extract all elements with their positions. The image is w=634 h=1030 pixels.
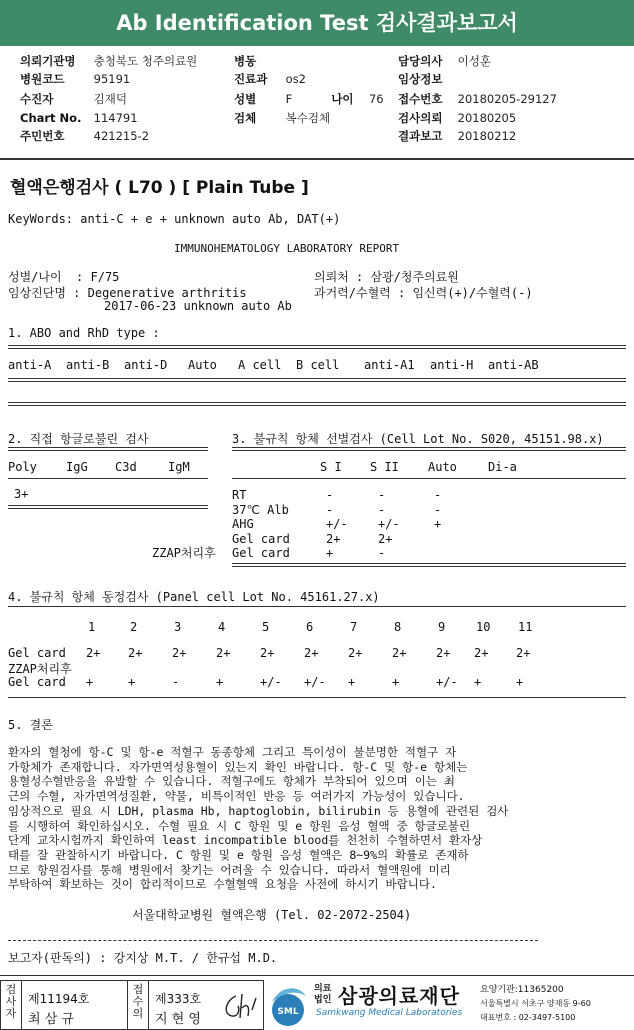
- conclusion-line: 태를 잘 관찰하시기 바랍니다. C 항원 및 e 항원 음성 혈액은 8~9%의 확률로 존재하: [8, 847, 469, 862]
- info-label: 병원코드: [20, 72, 65, 86]
- info-label: 주민번호: [20, 129, 65, 143]
- conclusion-line: 임상적으로 필요 시 LDH, plasma Hb, haptoglobin, bilirubin 등 용혈에 관련된 검사: [8, 803, 509, 818]
- panel-header-cell: 8: [394, 620, 402, 634]
- panel-row2-value: +: [392, 675, 400, 689]
- info-specimen: [234, 109, 330, 127]
- box-separator: [148, 980, 149, 1030]
- abo-header-cell: anti-AB: [488, 358, 539, 372]
- dat-value: 3+: [14, 487, 29, 501]
- screen-row-value: -: [326, 488, 334, 502]
- box-separator: [21, 980, 22, 1030]
- panel-row1-value: 2+: [260, 646, 275, 660]
- screen-row-value: +/-: [378, 517, 400, 531]
- info-institution: [20, 52, 197, 70]
- screen-row-value: 2+: [378, 531, 393, 546]
- double-rule: [8, 378, 626, 382]
- screen-row-label: 37℃ Alb: [232, 502, 289, 517]
- panel-row2-value: +: [128, 675, 136, 689]
- info-value: os2: [285, 72, 307, 86]
- panel-row2-value: +/-: [436, 675, 458, 689]
- info-label: 임상정보: [398, 72, 443, 86]
- single-rule: [8, 478, 208, 479]
- org-address: 서울특별시 서초구 양재동 9-60: [480, 999, 591, 1008]
- info-value: 20180205: [457, 111, 517, 125]
- double-rule: [232, 447, 626, 451]
- history: 과거력/수혈력 : 임신력(+)/수혈력(-): [314, 286, 533, 300]
- org-english: Samkwang Medical Laboratories: [316, 1008, 463, 1018]
- screen-row-value: -: [378, 546, 386, 560]
- zzap-label: ZZAP처리후: [152, 546, 216, 560]
- panel-header-cell: 10: [476, 620, 491, 634]
- screen-row-value: +/-: [326, 517, 348, 531]
- info-value: 이성훈: [457, 54, 491, 68]
- screen-header-cell: S I: [320, 460, 342, 474]
- section-3-title: 3. 불규칙 항체 선별검사 (Cell Lot No. S020, 45151.98.x): [232, 432, 604, 446]
- info-label: 검사의뢰: [398, 111, 443, 125]
- dat-header-cell: IgM: [168, 460, 190, 474]
- info-label: 의뢰기관명: [20, 54, 76, 68]
- screen-row-value: -: [378, 488, 386, 502]
- abo-header-cell: anti-H: [430, 358, 474, 372]
- panel-row2-value: +: [216, 675, 224, 689]
- panel-row2-value: -: [172, 675, 180, 689]
- info-sex: [234, 90, 384, 108]
- tester-license-no: 제11194호: [28, 992, 90, 1006]
- screen-row-value: -: [326, 502, 334, 517]
- info-department: [234, 70, 306, 88]
- info-value: 95191: [93, 72, 131, 86]
- panel-row1-value: 2+: [128, 646, 143, 660]
- panel-row1-value: 2+: [392, 646, 407, 660]
- signature-icon: [218, 990, 258, 1022]
- dat-header-cell: Poly: [8, 460, 37, 474]
- info-hospital-code: [20, 70, 130, 88]
- info-label: 결과보고: [398, 129, 443, 143]
- screen-row-value: +: [434, 517, 442, 531]
- panel-row1-value: 2+: [348, 646, 363, 660]
- info-receipt-no: [398, 90, 557, 108]
- patient-info-block: [0, 46, 634, 158]
- info-value: 20180212: [457, 129, 517, 143]
- panel-row1-value: 2+: [86, 646, 101, 660]
- info-value: 김재덕: [93, 92, 127, 106]
- abo-header-cell: anti-A: [8, 358, 52, 372]
- tester-name: 최 삼 규: [28, 1012, 74, 1027]
- receiver-name: 지 현 영: [155, 1012, 201, 1027]
- panel-row1-value: 2+: [216, 646, 231, 660]
- info-value: 충청북도 청주의료원: [93, 54, 198, 68]
- info-label: Chart No.: [20, 111, 82, 125]
- panel-header-cell: 2: [130, 620, 138, 634]
- conclusion-line: 므로 항원검사를 통해 병원에서 찾기는 어려울 수 있습니다. 따라서 혈액원에 미리: [8, 862, 451, 877]
- diagnosis: 임상진단명 : Degenerative arthritis: [8, 286, 247, 300]
- screen-row-value: -: [434, 488, 442, 502]
- panel-row2-value: +: [348, 675, 356, 689]
- panel-row2-value: +/-: [260, 675, 282, 689]
- lab-title: IMMUNOHEMATOLOGY LABORATORY REPORT: [174, 242, 400, 255]
- info-label: 접수번호: [398, 92, 443, 106]
- dat-header-cell: C3d: [115, 460, 137, 474]
- double-rule: [8, 505, 208, 509]
- panel-row1-value: 2+: [304, 646, 319, 660]
- abo-header-cell: A cell: [238, 358, 282, 372]
- abo-header-cell: anti-D: [124, 358, 168, 372]
- double-rule: [8, 345, 626, 349]
- report-banner: Ab Identification Test 검사결과보고서: [0, 0, 634, 46]
- double-rule: [8, 447, 208, 451]
- panel-header-cell: 1: [88, 620, 96, 634]
- abo-header-cell: B cell: [296, 358, 340, 372]
- org-phone: 대표번호 : 02-3497-5100: [480, 1013, 576, 1022]
- org-code: 요양기관:11365200: [480, 985, 564, 995]
- screen-row-label: Gel card: [232, 546, 290, 560]
- info-value: 20180205-29127: [457, 92, 557, 106]
- abo-header-cell: anti-A1: [364, 358, 415, 372]
- conclusion-line: 근의 수혈, 자가면역성질환, 약물, 비특이적인 반응 등 여러가지 가능성이 있습니다.: [8, 789, 465, 804]
- panel-header-cell: 5: [262, 620, 270, 634]
- panel-zzap-label: ZZAP처리후: [8, 662, 72, 676]
- panel-row2-value: +/-: [304, 675, 326, 689]
- conclusion-line: 부탁하여 확보하는 것이 합리적이므로 수혈혈액 요청을 사전에 하시기 바랍니다.: [8, 877, 437, 892]
- panel-row2-label: Gel card: [8, 675, 66, 689]
- screen-row-label: AHG: [232, 517, 254, 531]
- panel-header-cell: 11: [518, 620, 533, 634]
- single-rule: [8, 606, 626, 607]
- info-doctor: [398, 52, 491, 70]
- section-2-title: 2. 직접 항글로불린 검사: [8, 432, 149, 446]
- conclusion-line: 용혈성수혈반응을 유발할 수 있습니다. 적혈구에도 항체가 부착되어 있으며 이는 최: [8, 774, 455, 789]
- panel-header-cell: 4: [218, 620, 226, 634]
- conclusion-line: 를 시행하여 확인하십시오. 수혈 필요 시 C 항원 및 e 항원 음성 혈액 중 항글로불린: [8, 818, 471, 833]
- info-label: 진료과: [234, 72, 268, 86]
- panel-row1-value: 2+: [516, 646, 531, 660]
- screen-row-value: -: [434, 502, 442, 517]
- screen-header-cell: Auto: [428, 460, 457, 474]
- info-value: F: [285, 92, 293, 106]
- info-chart-no: [20, 109, 138, 127]
- dat-header-cell: IgG: [66, 460, 88, 474]
- double-rule: [232, 563, 626, 567]
- info-label: 수진자: [20, 92, 54, 106]
- abo-header-cell: anti-B: [66, 358, 110, 372]
- info-clinical: [398, 70, 458, 88]
- panel-row2-value: +: [516, 675, 524, 689]
- dashed-rule: [8, 940, 538, 941]
- keywords: KeyWords: anti-C + e + unknown auto Ab, DAT(+): [8, 212, 341, 226]
- header-divider: [0, 158, 634, 160]
- info-label: 병동: [234, 54, 257, 68]
- info-ward: [234, 52, 286, 70]
- section-5-title: 5. 결론: [8, 718, 53, 732]
- box-separator: [127, 980, 128, 1030]
- info-report-date: [398, 127, 516, 145]
- panel-row1-label: Gel card: [8, 646, 66, 660]
- receiver-vertical-label: 접 수 의: [132, 983, 144, 1020]
- panel-row1-value: 2+: [474, 646, 489, 660]
- info-request-date: [398, 109, 516, 127]
- abo-header-cell: Auto: [188, 358, 217, 372]
- info-label: 담당의사: [398, 54, 443, 68]
- screen-row-label: RT: [232, 488, 247, 502]
- info-resident-no: [20, 127, 149, 145]
- panel-header-cell: 9: [438, 620, 446, 634]
- single-rule: [232, 478, 626, 479]
- info-value: 421215-2: [93, 129, 150, 143]
- conclusion-line: 단계 교차시험까지 확인하여 least incompatible blood를 천천히 수혈하면서 환자상: [8, 833, 483, 848]
- hospital-line: 서울대학교병원 혈액은행 (Tel. 02-2072-2504): [132, 908, 412, 922]
- receiver-license-no: 제333호: [155, 992, 202, 1006]
- panel-header-cell: 6: [306, 620, 314, 634]
- screen-row-label: Gel card: [232, 531, 290, 546]
- panel-header-cell: 3: [174, 620, 182, 634]
- info-value: 복수검체: [285, 111, 331, 125]
- sex-age: 성별/나이 : F/75: [8, 270, 120, 284]
- panel-row2-value: +: [86, 675, 94, 689]
- tester-vertical-label: 검 사 자: [5, 983, 17, 1020]
- panel-row1-value: 2+: [436, 646, 451, 660]
- report-title: 혈액은행검사 ( L70 ) [ Plain Tube ]: [10, 178, 309, 198]
- logo-text: SML: [277, 1007, 299, 1017]
- info-value: 114791: [93, 111, 138, 125]
- double-rule: [8, 402, 626, 406]
- diagnosis-2: 2017-06-23 unknown auto Ab: [104, 299, 292, 313]
- referrer: 의뢰처 : 삼광/청주의료원: [314, 270, 459, 284]
- info-age-value: 76: [368, 92, 384, 106]
- section-4-title: 4. 불규칙 항체 동정검사 (Panel cell Lot No. 45161.27.x): [8, 590, 380, 604]
- screen-header-cell: S II: [370, 460, 399, 474]
- info-patient-name: [20, 90, 127, 108]
- org-type: 의료법인: [314, 984, 332, 1005]
- panel-row2-value: +: [474, 675, 482, 689]
- panel-header-cell: 7: [350, 620, 358, 634]
- single-rule: [8, 697, 626, 698]
- info-age-label: 나이: [331, 92, 354, 106]
- panel-row1-value: 2+: [172, 646, 187, 660]
- info-label: 검체: [234, 111, 257, 125]
- screen-header-cell: Di-a: [488, 460, 517, 474]
- section-1-title: 1. ABO and RhD type :: [8, 326, 160, 340]
- sml-logo-icon: [266, 980, 308, 1028]
- conclusion-line: 환자의 혈청에 항-C 및 항-e 적혈구 동종항체 그리고 특이성이 불분명한 적혈구 자: [8, 745, 457, 759]
- org-name: 삼광의료재단: [338, 984, 460, 1008]
- screen-row-value: +: [326, 546, 334, 560]
- screen-row-value: -: [378, 502, 386, 517]
- conclusion-line: 가항체가 존재합니다. 자가면역성용혈이 있는지 확인 바랍니다. 항-C 및 항-e 항체는: [8, 759, 468, 774]
- reporter-line: 보고자(판독의) : 강지상 M.T. / 한규섭 M.D.: [8, 951, 278, 965]
- info-label: 성별: [234, 92, 257, 106]
- screen-row-value: 2+: [326, 531, 341, 546]
- footer: [0, 976, 634, 1030]
